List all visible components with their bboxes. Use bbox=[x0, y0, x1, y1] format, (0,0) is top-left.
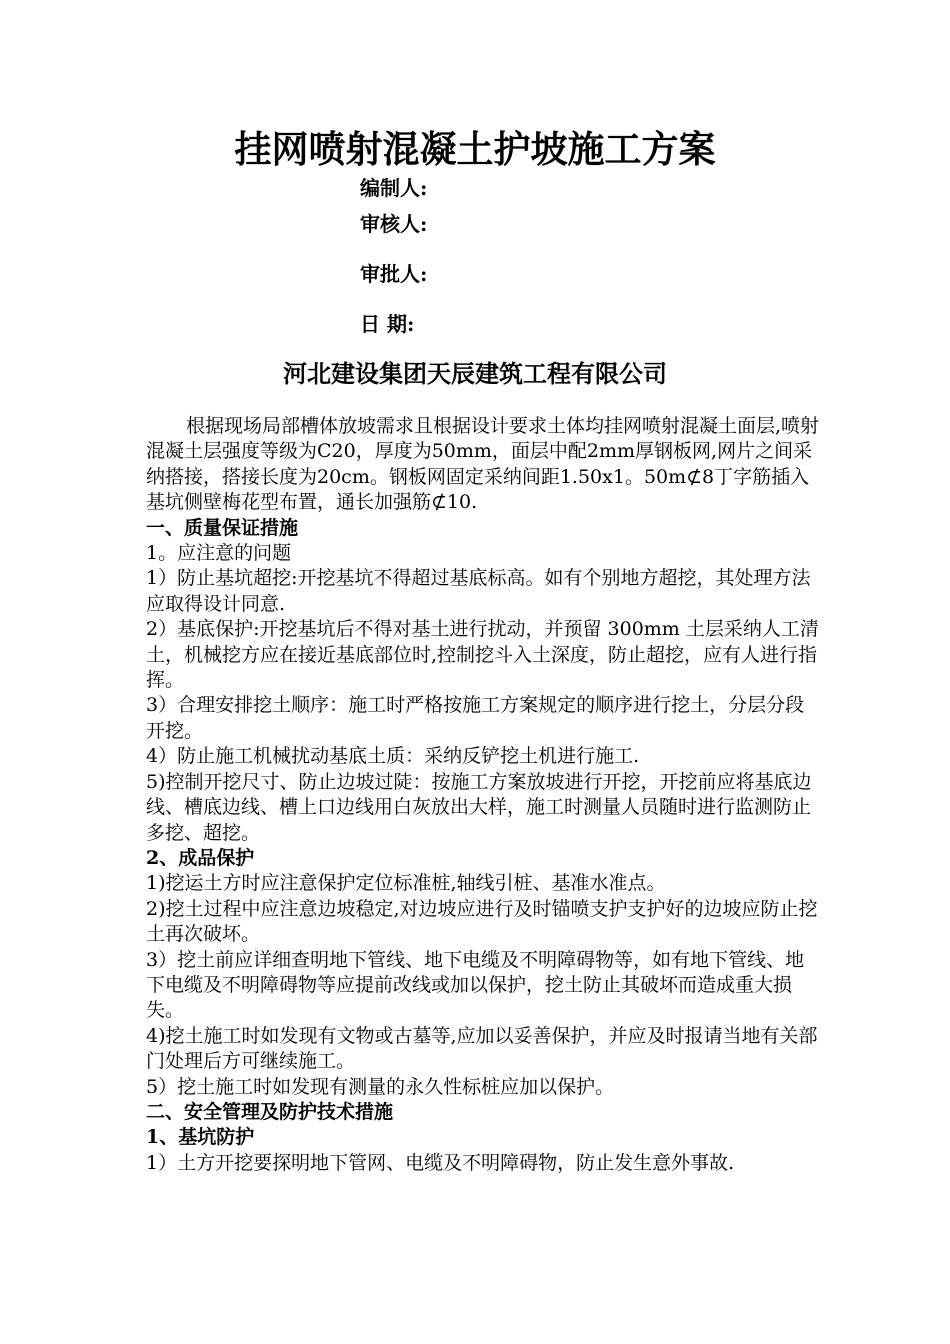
approver-label: 审批人: bbox=[360, 262, 428, 286]
list-item: 5）挖土施工时如发现有测量的永久性标桩应加以保护。 bbox=[146, 1075, 615, 1098]
section-heading-quality: 一、质量保证措施 bbox=[146, 516, 299, 539]
date-label: 日 期: bbox=[360, 312, 415, 336]
list-item: 1）防止基坑超挖:开挖基坑不得超过基底标高。如有个别地方超挖，其处理方法应取得设计同意. bbox=[146, 567, 811, 615]
document-body bbox=[146, 414, 822, 1176]
list-item: 2)挖土过程中应注意边坡稳定,对边坡应进行及时锚喷支护支护好的边坡应防止挖土再次破坏。 bbox=[146, 897, 818, 946]
company-name: 河北建设集团天辰建筑工程有限公司 bbox=[283, 359, 667, 388]
subheading-pit-protection: 1、基坑防护 bbox=[146, 1126, 255, 1149]
list-item: 1)挖运土方时应注意保护定位标准桩,轴线引桩、基准水准点。 bbox=[146, 872, 666, 895]
subheading-issues: 1。应注意的问题 bbox=[146, 542, 292, 565]
list-item: 3）挖土前应详细查明地下管线、地下电缆及不明障碍物等，如有地下管线、地下电缆及不明障碍物等应提前改线或加以保护，挖土防止其破坏而造成重大损失。 bbox=[146, 948, 805, 1022]
compiler-label: 编制人: bbox=[360, 176, 428, 200]
section-heading-safety: 二、安全管理及防护技术措施 bbox=[146, 1100, 394, 1123]
list-item: 1）土方开挖要探明地下管网、电缆及不明障碍物，防止发生意外事故. bbox=[146, 1151, 735, 1174]
reviewer-label: 审核人: bbox=[360, 212, 428, 236]
list-item: 3）合理安排挖土顺序：施工时严格按施工方案规定的顺序进行挖土，分层分段开挖。 bbox=[146, 694, 805, 742]
intro-paragraph: 根据现场局部槽体放坡需求且根据设计要求土体均挂网喷射混凝土面层,喷射混凝土层强度等级为C20，厚度为50mm，面层中配2mm厚钢板网,网片之间采纳搭接，搭接长度为20cm。钢板网固定采纳间距1.50x1。50m⊄8丁字筋插入基坑侧壁梅花型布置，通长加强筋⊄10. bbox=[146, 415, 820, 514]
list-item: 4）防止施工机械扰动基底土质：采纳反铲挖土机进行施工. bbox=[146, 745, 640, 768]
document-title: 挂网喷射混凝土护坡施工方案 bbox=[234, 127, 716, 171]
section-heading-protection: 2、成品保护 bbox=[146, 846, 255, 869]
list-item: 2）基底保护:开挖基坑后不得对基土进行扰动，并预留 300mm 土层采纳人工清土，机械挖方应在接近基底部位时,控制挖斗入土深度，防止超挖，应有人进行指挥。 bbox=[146, 618, 819, 692]
list-item: 4)挖土施工时如发现有文物或古墓等,应加以妥善保护，并应及时报请当地有关部门处理后方可继续施工。 bbox=[146, 1024, 818, 1073]
list-item: 5)控制开挖尺寸、防止边坡过陡：按施工方案放坡进行开挖，开挖前应将基底边线、槽底边线、槽上口边线用白灰放出大样，施工时测量人员随时进行监测防止多挖、超挖。 bbox=[146, 770, 812, 844]
